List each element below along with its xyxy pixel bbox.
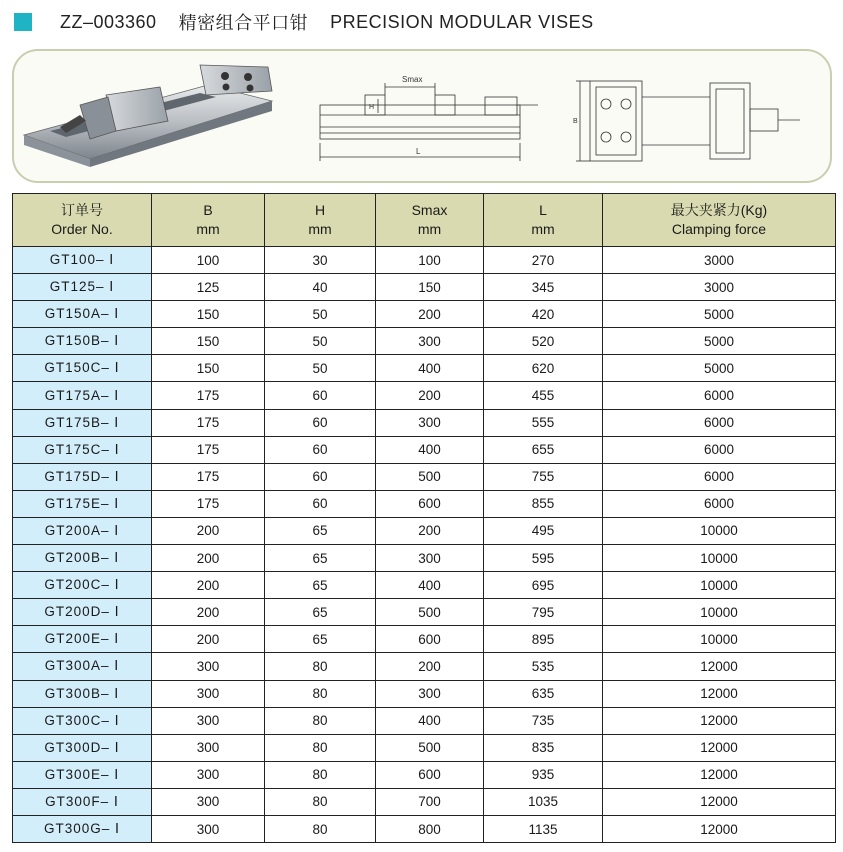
h-cell: 50 xyxy=(265,328,376,355)
b-cell: 200 xyxy=(152,545,265,572)
clamping-force-cell: 6000 xyxy=(603,463,836,490)
h-cell: 60 xyxy=(265,490,376,517)
h-cell: 40 xyxy=(265,274,376,301)
table-row xyxy=(13,680,836,707)
order-no-cell: GT150B– Ⅰ xyxy=(13,328,152,355)
b-cell: 150 xyxy=(152,355,265,382)
smax-cell: 100 xyxy=(376,247,484,274)
clamping-force-cell: 12000 xyxy=(603,788,836,815)
order-no-cell: GT200B– Ⅰ xyxy=(13,545,152,572)
order-no-cell: GT300E– Ⅰ xyxy=(13,761,152,788)
order-no-cell: GT175C– Ⅰ xyxy=(13,436,152,463)
table-row xyxy=(13,409,836,436)
smax-cell: 200 xyxy=(376,653,484,680)
smax-cell: 600 xyxy=(376,490,484,517)
table-row xyxy=(13,247,836,274)
clamping-force-cell: 12000 xyxy=(603,653,836,680)
smax-cell: 300 xyxy=(376,545,484,572)
h-label: H xyxy=(369,104,375,111)
h-cell: 65 xyxy=(265,599,376,626)
table-row xyxy=(13,572,836,599)
clamping-force-cell: 10000 xyxy=(603,626,836,653)
l-cell: 735 xyxy=(484,707,603,734)
table-row xyxy=(13,301,836,328)
clamping-force-cell: 6000 xyxy=(603,409,836,436)
b-cell: 175 xyxy=(152,409,265,436)
l-label: L xyxy=(416,147,421,156)
order-no-cell: GT175D– Ⅰ xyxy=(13,463,152,490)
b-cell: 175 xyxy=(152,382,265,409)
l-cell: 835 xyxy=(484,734,603,761)
order-no-cell: GT300F– Ⅰ xyxy=(13,788,152,815)
h-cell: 60 xyxy=(265,436,376,463)
clamping-force-cell: 10000 xyxy=(603,599,836,626)
smax-cell: 300 xyxy=(376,680,484,707)
table-row xyxy=(13,815,836,842)
top-view-drawing xyxy=(570,57,820,177)
side-view-drawing xyxy=(310,57,550,177)
title-bar xyxy=(14,10,594,34)
table-row xyxy=(13,626,836,653)
h-cell: 80 xyxy=(265,761,376,788)
h-cell: 30 xyxy=(265,247,376,274)
smax-cell: 500 xyxy=(376,734,484,761)
clamping-force-cell: 10000 xyxy=(603,545,836,572)
order-no-cell: GT200E– Ⅰ xyxy=(13,626,152,653)
clamping-force-cell: 3000 xyxy=(603,274,836,301)
order-no-cell: GT200C– Ⅰ xyxy=(13,572,152,599)
clamping-force-cell: 6000 xyxy=(603,382,836,409)
h-cell: 65 xyxy=(265,517,376,544)
col-b: B mm xyxy=(152,194,265,247)
l-cell: 620 xyxy=(484,355,603,382)
title-chinese: 精密组合平口钳 xyxy=(178,13,309,33)
clamping-force-cell: 10000 xyxy=(603,517,836,544)
l-cell: 420 xyxy=(484,301,603,328)
table-row xyxy=(13,788,836,815)
smax-cell: 400 xyxy=(376,436,484,463)
b-cell: 150 xyxy=(152,301,265,328)
order-no-cell: GT200A– Ⅰ xyxy=(13,517,152,544)
table-row xyxy=(13,463,836,490)
b-cell: 300 xyxy=(152,734,265,761)
h-cell: 65 xyxy=(265,545,376,572)
order-no-cell: GT300G– Ⅰ xyxy=(13,815,152,842)
h-cell: 60 xyxy=(265,382,376,409)
order-no-cell: GT300C– Ⅰ xyxy=(13,707,152,734)
clamping-force-cell: 6000 xyxy=(603,490,836,517)
clamping-force-cell: 12000 xyxy=(603,680,836,707)
clamping-force-cell: 6000 xyxy=(603,436,836,463)
b-cell: 200 xyxy=(152,572,265,599)
h-cell: 80 xyxy=(265,653,376,680)
b-cell: 300 xyxy=(152,680,265,707)
h-cell: 60 xyxy=(265,463,376,490)
smax-cell: 300 xyxy=(376,328,484,355)
l-cell: 1135 xyxy=(484,815,603,842)
order-no-cell: GT150A– Ⅰ xyxy=(13,301,152,328)
b-cell: 150 xyxy=(152,328,265,355)
h-cell: 80 xyxy=(265,734,376,761)
clamping-force-cell: 12000 xyxy=(603,734,836,761)
smax-cell: 600 xyxy=(376,761,484,788)
order-no-cell: GT300B– Ⅰ xyxy=(13,680,152,707)
h-cell: 80 xyxy=(265,815,376,842)
h-cell: 80 xyxy=(265,707,376,734)
table-row xyxy=(13,355,836,382)
h-cell: 65 xyxy=(265,572,376,599)
l-cell: 345 xyxy=(484,274,603,301)
smax-cell: 200 xyxy=(376,301,484,328)
h-cell: 60 xyxy=(265,409,376,436)
table-row xyxy=(13,653,836,680)
l-cell: 555 xyxy=(484,409,603,436)
b-label: B xyxy=(573,118,578,125)
b-cell: 300 xyxy=(152,707,265,734)
l-cell: 1035 xyxy=(484,788,603,815)
b-cell: 200 xyxy=(152,626,265,653)
smax-label: Smax xyxy=(402,75,423,84)
table-row xyxy=(13,761,836,788)
l-cell: 795 xyxy=(484,599,603,626)
h-cell: 50 xyxy=(265,301,376,328)
table-row xyxy=(13,490,836,517)
clamping-force-cell: 12000 xyxy=(603,761,836,788)
order-no-cell: GT175A– Ⅰ xyxy=(13,382,152,409)
b-cell: 300 xyxy=(152,815,265,842)
spec-table-header xyxy=(13,194,836,247)
order-no-cell: GT100– Ⅰ xyxy=(13,247,152,274)
spec-table-body xyxy=(13,247,836,843)
smax-cell: 500 xyxy=(376,463,484,490)
l-cell: 655 xyxy=(484,436,603,463)
l-cell: 935 xyxy=(484,761,603,788)
clamping-force-cell: 12000 xyxy=(603,815,836,842)
h-cell: 65 xyxy=(265,626,376,653)
l-cell: 270 xyxy=(484,247,603,274)
vise-photo xyxy=(20,57,280,167)
smax-cell: 500 xyxy=(376,599,484,626)
order-no-cell: GT175E– Ⅰ xyxy=(13,490,152,517)
l-cell: 755 xyxy=(484,463,603,490)
order-no-cell: GT150C– Ⅰ xyxy=(13,355,152,382)
clamping-force-cell: 5000 xyxy=(603,328,836,355)
b-cell: 175 xyxy=(152,490,265,517)
table-row xyxy=(13,545,836,572)
product-code: ZZ–003360 xyxy=(60,11,157,32)
b-cell: 200 xyxy=(152,599,265,626)
l-cell: 520 xyxy=(484,328,603,355)
clamping-force-cell: 5000 xyxy=(603,301,836,328)
smax-cell: 800 xyxy=(376,815,484,842)
clamping-force-cell: 3000 xyxy=(603,247,836,274)
col-h: H mm xyxy=(265,194,376,247)
product-image-panel xyxy=(12,49,832,183)
col-clamping-force: 最大夹紧力(Kg) Clamping force xyxy=(603,194,836,247)
clamping-force-cell: 5000 xyxy=(603,355,836,382)
l-cell: 595 xyxy=(484,545,603,572)
order-no-cell: GT125– Ⅰ xyxy=(13,274,152,301)
l-cell: 635 xyxy=(484,680,603,707)
smax-cell: 400 xyxy=(376,707,484,734)
smax-cell: 200 xyxy=(376,382,484,409)
b-cell: 125 xyxy=(152,274,265,301)
title-english: PRECISION MODULAR VISES xyxy=(330,11,594,32)
table-row xyxy=(13,734,836,761)
smax-cell: 700 xyxy=(376,788,484,815)
b-cell: 175 xyxy=(152,436,265,463)
smax-cell: 200 xyxy=(376,517,484,544)
table-row xyxy=(13,707,836,734)
order-no-cell: GT300A– Ⅰ xyxy=(13,653,152,680)
order-no-cell: GT175B– Ⅰ xyxy=(13,409,152,436)
clamping-force-cell: 10000 xyxy=(603,572,836,599)
table-row xyxy=(13,274,836,301)
col-l: L mm xyxy=(484,194,603,247)
l-cell: 455 xyxy=(484,382,603,409)
l-cell: 855 xyxy=(484,490,603,517)
b-cell: 175 xyxy=(152,463,265,490)
h-cell: 80 xyxy=(265,680,376,707)
l-cell: 535 xyxy=(484,653,603,680)
table-row xyxy=(13,517,836,544)
col-order-no: 订单号 Order No. xyxy=(13,194,152,247)
table-row xyxy=(13,382,836,409)
smax-cell: 600 xyxy=(376,626,484,653)
order-no-cell: GT200D– Ⅰ xyxy=(13,599,152,626)
smax-cell: 400 xyxy=(376,572,484,599)
b-cell: 300 xyxy=(152,788,265,815)
b-cell: 300 xyxy=(152,653,265,680)
l-cell: 695 xyxy=(484,572,603,599)
smax-cell: 150 xyxy=(376,274,484,301)
spec-table xyxy=(12,193,836,843)
table-row xyxy=(13,436,836,463)
b-cell: 100 xyxy=(152,247,265,274)
clamping-force-cell: 12000 xyxy=(603,707,836,734)
smax-cell: 300 xyxy=(376,409,484,436)
l-cell: 495 xyxy=(484,517,603,544)
order-no-cell: GT300D– Ⅰ xyxy=(13,734,152,761)
title-accent-square xyxy=(14,13,32,31)
h-cell: 50 xyxy=(265,355,376,382)
b-cell: 200 xyxy=(152,517,265,544)
b-cell: 300 xyxy=(152,761,265,788)
table-row xyxy=(13,599,836,626)
col-smax: Smax mm xyxy=(376,194,484,247)
l-cell: 895 xyxy=(484,626,603,653)
h-cell: 80 xyxy=(265,788,376,815)
table-row xyxy=(13,328,836,355)
smax-cell: 400 xyxy=(376,355,484,382)
